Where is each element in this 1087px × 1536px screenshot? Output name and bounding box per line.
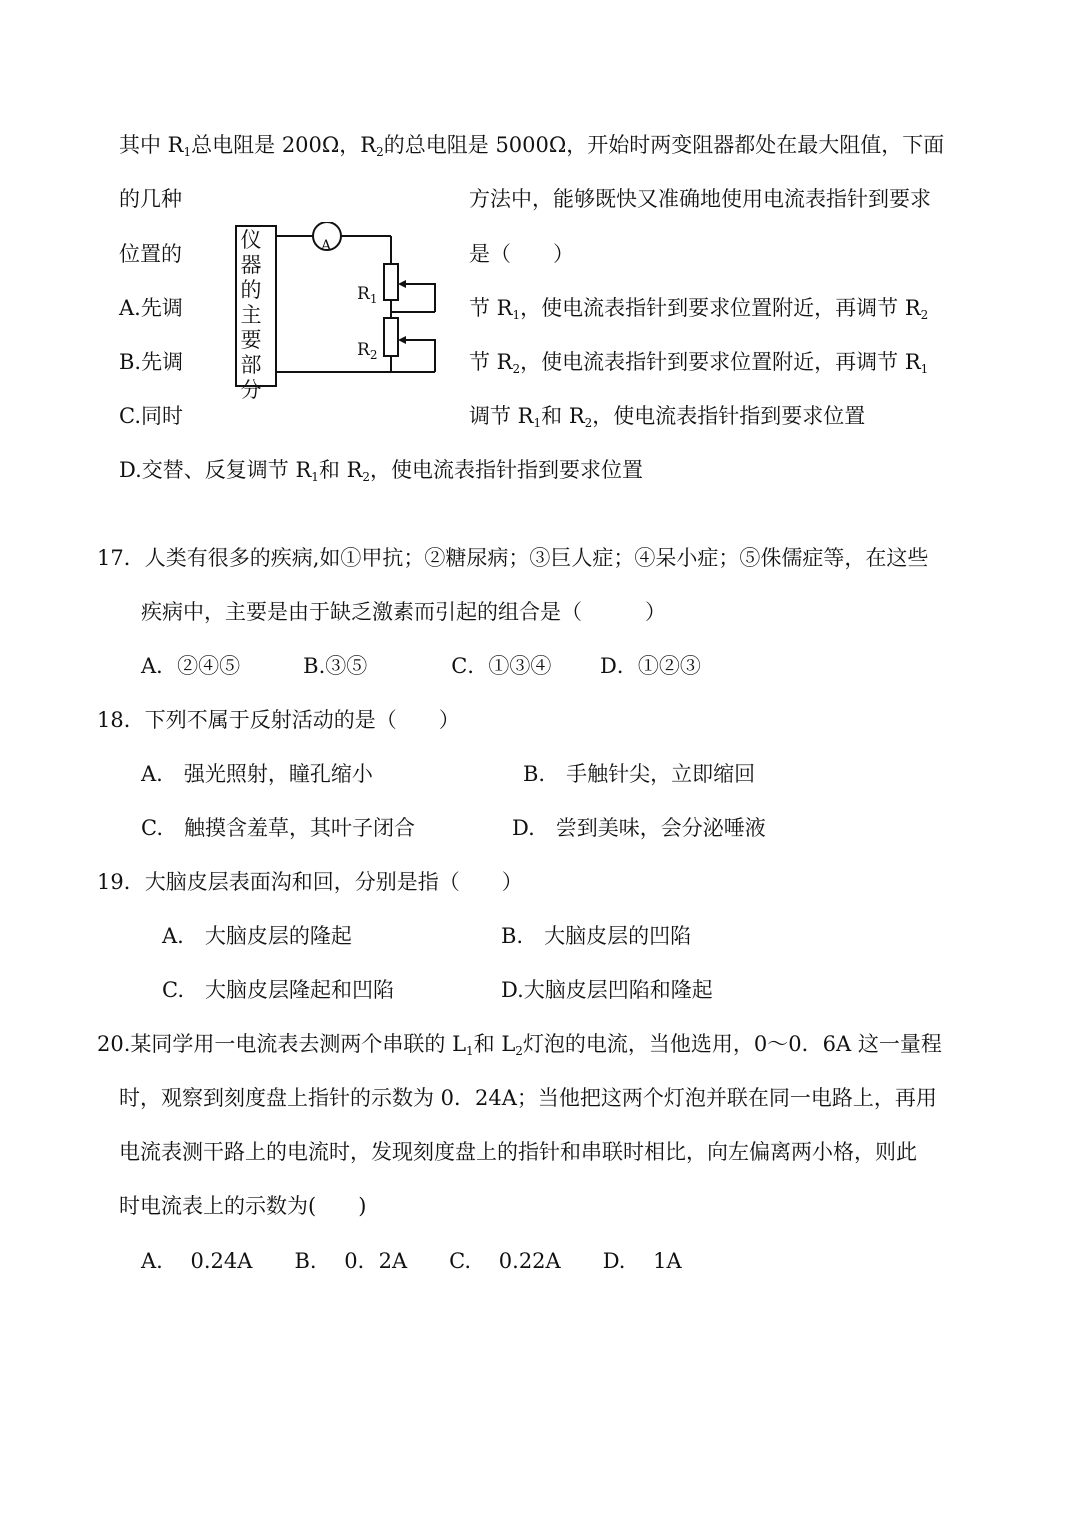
q17-stem-line2: 疾病中，主要是由于缺乏激素而引起的组合是（ ）	[141, 600, 666, 624]
subscript: 2	[512, 362, 521, 376]
text: R	[357, 340, 370, 360]
subscript: 1	[533, 416, 542, 430]
q17-stem-line1: 17．人类有很多的疾病,如①甲抗；②糖尿病；③巨人症；④呆小症；⑤侏儒症等，在这些	[97, 546, 929, 570]
q20-stem-line4: 时电流表上的示数为( )	[119, 1194, 367, 1218]
q16-line3-left: 位置的	[119, 242, 182, 266]
q16-option-d	[119, 456, 643, 491]
instrument-box-label	[236, 228, 266, 403]
text: 和 R	[318, 458, 363, 482]
box-char: 要	[240, 328, 262, 352]
q18-option-d: D. 尝到美味，会分泌唾液	[512, 816, 766, 840]
text: 节 R	[469, 296, 513, 320]
q16-line2-right: 方法中，能够既快又准确地使用电流表指针到要求	[469, 187, 931, 211]
q16-line1-part-a: 其中 R	[119, 133, 184, 157]
box-char: 部	[240, 353, 262, 377]
text: 灯泡的电流，当他选用，0～0．6A 这一量程	[522, 1032, 942, 1056]
text: ，使电流表指针到要求位置附近，再调节 R	[520, 350, 921, 374]
box-char: 仪	[240, 228, 262, 252]
text: 20.某同学用一电流表去测两个串联的 L	[97, 1032, 467, 1056]
text: ，使电流表指针指到要求位置	[592, 404, 866, 428]
resistor-r2	[384, 318, 398, 356]
subscript: 1	[183, 145, 192, 159]
subscript: 2	[920, 308, 929, 322]
text: 调节 R	[469, 404, 534, 428]
text: R	[357, 284, 370, 304]
subscript: 2	[584, 416, 593, 430]
box-char: 主	[240, 303, 262, 327]
q16-line1-part-b: 总电阻是 200Ω，R	[191, 133, 377, 157]
q16-line1	[119, 131, 944, 166]
arrow-icon	[398, 336, 406, 344]
q20-stem-line3: 电流表测干路上的电流时，发现刻度盘上的指针和串联时相比，向左偏离两小格，则此	[119, 1140, 917, 1164]
box-char: 器	[240, 253, 262, 277]
subscript: 1	[369, 292, 378, 306]
slider-r2	[400, 340, 435, 372]
q20-stem-line1	[97, 1030, 942, 1065]
subscript: 2	[515, 1044, 523, 1058]
q16-option-c-right	[469, 402, 865, 437]
r1-label	[357, 284, 377, 306]
text: ，使电流表指针指到要求位置	[370, 458, 644, 482]
subscript: 1	[311, 470, 319, 484]
subscript: 2	[376, 145, 384, 159]
q19-stem: 19．大脑皮层表面沟和回，分别是指（ ）	[97, 870, 523, 894]
subscript: 1	[466, 1044, 474, 1058]
slider-r1	[400, 284, 435, 312]
subscript: 2	[369, 348, 378, 362]
text: 和 R	[541, 404, 585, 428]
q16-option-a-left: A.先调	[119, 296, 183, 320]
resistor-r1	[384, 264, 398, 300]
q16-line2-left: 的几种	[119, 187, 182, 211]
q16-line1-part-c: 的总电阻是 5000Ω，开始时两变阻器都处在最大阻值，下面	[383, 133, 945, 157]
q17-options: A．②④⑤ B.③⑤ C．①③④ D．①②③	[141, 654, 701, 678]
text: D.交替、反复调节 R	[119, 458, 312, 482]
r2-label	[357, 340, 377, 362]
q16-option-b-left: B.先调	[119, 350, 184, 374]
subscript: 1	[920, 362, 929, 376]
arrow-icon	[398, 280, 406, 288]
q19-option-d: D.大脑皮层凹陷和隆起	[501, 978, 713, 1002]
text: 节 R	[469, 350, 513, 374]
subscript: 2	[362, 470, 371, 484]
text: 和 L	[473, 1032, 516, 1056]
subscript: 1	[512, 308, 521, 322]
q16-option-b-right	[469, 348, 928, 383]
q18-stem: 18．下列不属于反射活动的是（ ）	[97, 708, 460, 732]
box-char: 分	[240, 378, 262, 402]
text: ，使电流表指针到要求位置附近，再调节 R	[520, 296, 921, 320]
q18-option-c: C. 触摸含羞草，其叶子闭合	[141, 816, 415, 840]
q16-option-a-right	[469, 294, 928, 329]
q18-option-b: B. 手触针尖，立即缩回	[523, 762, 756, 786]
q19-option-c: C. 大脑皮层隆起和凹陷	[162, 978, 394, 1002]
q20-options: A. 0.24A B. 0．2A C. 0.22A D. 1A	[141, 1249, 682, 1273]
q20-stem-line2: 时，观察到刻度盘上指针的示数为 0．24A；当他把这两个灯泡并联在同一电路上，再用	[119, 1086, 937, 1110]
q16-line3-right: 是（ ）	[469, 242, 574, 266]
q19-option-b: B. 大脑皮层的凹陷	[501, 924, 692, 948]
q16-option-c-left: C.同时	[119, 404, 183, 428]
q19-option-a: A. 大脑皮层的隆起	[162, 924, 352, 948]
box-char: 的	[240, 278, 262, 302]
ammeter-label: A	[321, 238, 332, 254]
q18-option-a: A. 强光照射，瞳孔缩小	[141, 762, 373, 786]
